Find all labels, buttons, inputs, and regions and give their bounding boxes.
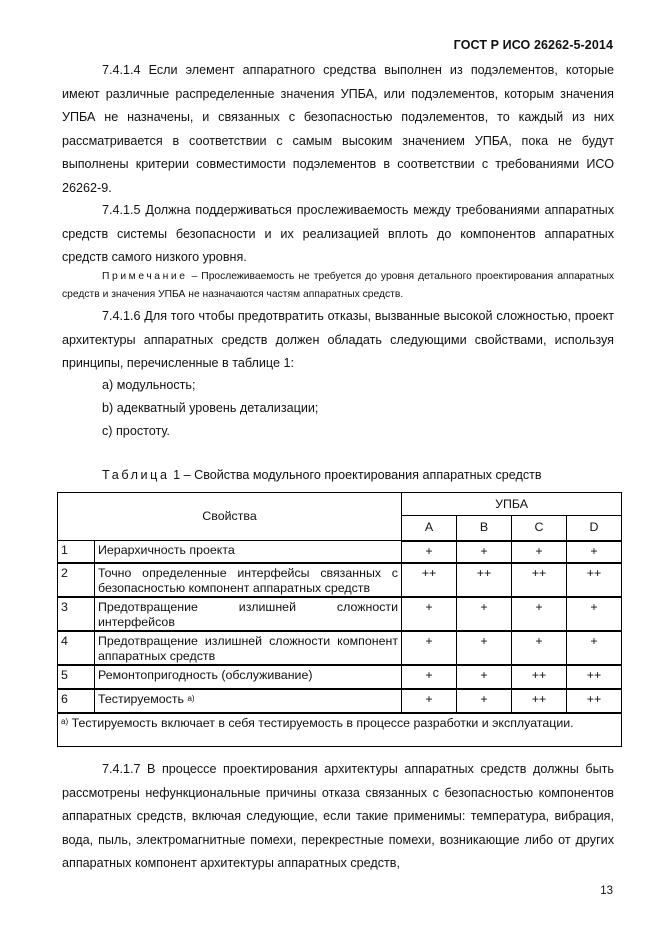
list-item: а) модульность; (102, 378, 196, 392)
properties-header: Свойства (58, 493, 402, 541)
paragraph-7-4-1-6: 7.4.1.6 Для того чтобы предотвратить отказы, вызванные высокой сложностью, проект архитектуры аппаратных средств должен обладать следующими свойствами, используя принципы, перечисленные в таблице 1: (62, 309, 614, 371)
row-value: + (402, 541, 457, 563)
row-value: + (512, 631, 567, 665)
row-number: 5 (58, 665, 95, 689)
row-value: ++ (512, 563, 567, 597)
table-footnote-row (58, 713, 622, 747)
row-value: + (457, 689, 512, 713)
row-number: 1 (58, 541, 95, 563)
level-header: D (567, 516, 622, 541)
row-value: + (512, 597, 567, 631)
row-value: + (457, 631, 512, 665)
row-value: + (402, 597, 457, 631)
row-label: Ремонтопригодность (обслуживание) (95, 665, 402, 689)
row-value: ++ (457, 563, 512, 597)
row-value: ++ (512, 665, 567, 689)
document-header: ГОСТ Р ИСО 26262-5-2014 (453, 38, 613, 52)
row-number: 4 (58, 631, 95, 665)
row-value: ++ (402, 563, 457, 597)
row-number: 3 (58, 597, 95, 631)
table-caption (102, 468, 542, 482)
level-header: A (402, 516, 457, 541)
note-text: – Прослеживаемость не требуется до уровня детального проектирования аппаратных средств и значения УПБА не назначаются частям аппаратных средств. (62, 271, 614, 300)
row-value: ++ (512, 689, 567, 713)
footnote-ref: a) (187, 693, 195, 703)
note-label: Примечание (102, 271, 188, 282)
row-number: 6 (58, 689, 95, 713)
page-number: 13 (600, 885, 613, 897)
row-label: Предотвращение излишней сложности компонент аппаратных средств (95, 631, 402, 665)
row-value: + (512, 541, 567, 563)
row-value: ++ (567, 563, 622, 597)
row-value: + (567, 597, 622, 631)
table-row (58, 665, 622, 689)
row-label: Точно определенные интерфейсы связанных с безопасностью компонент аппаратных средств (95, 563, 402, 597)
list-item: b) адекватный уровень детализации; (102, 401, 319, 415)
upba-header: УПБА (402, 493, 622, 516)
row-label (95, 689, 402, 713)
note (62, 268, 614, 303)
table-caption-label: Таблица (102, 468, 170, 482)
row-value: + (402, 689, 457, 713)
footnote-mark: a) (61, 716, 69, 726)
table-caption-text: 1 – Свойства модульного проектирования аппаратных средств (169, 468, 542, 482)
level-header: B (457, 516, 512, 541)
row-value: ++ (567, 665, 622, 689)
properties-table (57, 492, 622, 747)
row-value: + (457, 665, 512, 689)
row-label-text: Тестируемость (98, 691, 184, 706)
row-value: + (402, 631, 457, 665)
row-value: + (567, 631, 622, 665)
table-row (58, 689, 622, 713)
table-row (58, 597, 622, 631)
level-header: C (512, 516, 567, 541)
paragraph-7-4-1-5: 7.4.1.5 Должна поддерживаться прослеживаемость между требованиями аппаратных средств системы безопасности и их реализацией вплоть до компонентов аппаратных средств самого низкого уровня. (62, 203, 614, 265)
row-value: + (457, 597, 512, 631)
footnote-text: Тестируемость включает в себя тестируемость в процессе разработки и эксплуатации. (68, 715, 574, 730)
table-row (58, 541, 622, 563)
table-row (58, 631, 622, 665)
table-row (58, 563, 622, 597)
row-value: + (402, 665, 457, 689)
row-value: + (457, 541, 512, 563)
row-value: + (567, 541, 622, 563)
table-footnote (58, 713, 622, 747)
row-label: Предотвращение излишней сложности интерфейсов (95, 597, 402, 631)
row-value: ++ (567, 689, 622, 713)
paragraph-7-4-1-7: 7.4.1.7 В процессе проектирования архитектуры аппаратных средств должны быть рассмотрены нефункциональные причины отказа связанных с безопасностью компонентов аппаратных средств, включая следующие, если такие применимы: температура, вибрация, вода, пыль, электромагнитные помехи, перекрестные помехи, возникающие либо от других аппаратных компонент архитектуры аппаратных средств, (62, 762, 614, 871)
row-label: Иерархичность проекта (95, 541, 402, 563)
row-number: 2 (58, 563, 95, 597)
list-item: c) простоту. (102, 424, 170, 438)
table-header-row (58, 493, 622, 516)
paragraph-7-4-1-4: 7.4.1.4 Если элемент аппаратного средства выполнен из подэлементов, которые имеют различные распределенные значения УПБА, или подэлементов, которым значения УПБА не назначены, и связанных с безопасностью подэлементов, то каждый из них рассматривается в соответствии с самым высоким значением УПБА, пока не будут выполнены критерии совместимости подэлементов в соответствии с требованиями ИСО 26262-9. (62, 63, 614, 195)
